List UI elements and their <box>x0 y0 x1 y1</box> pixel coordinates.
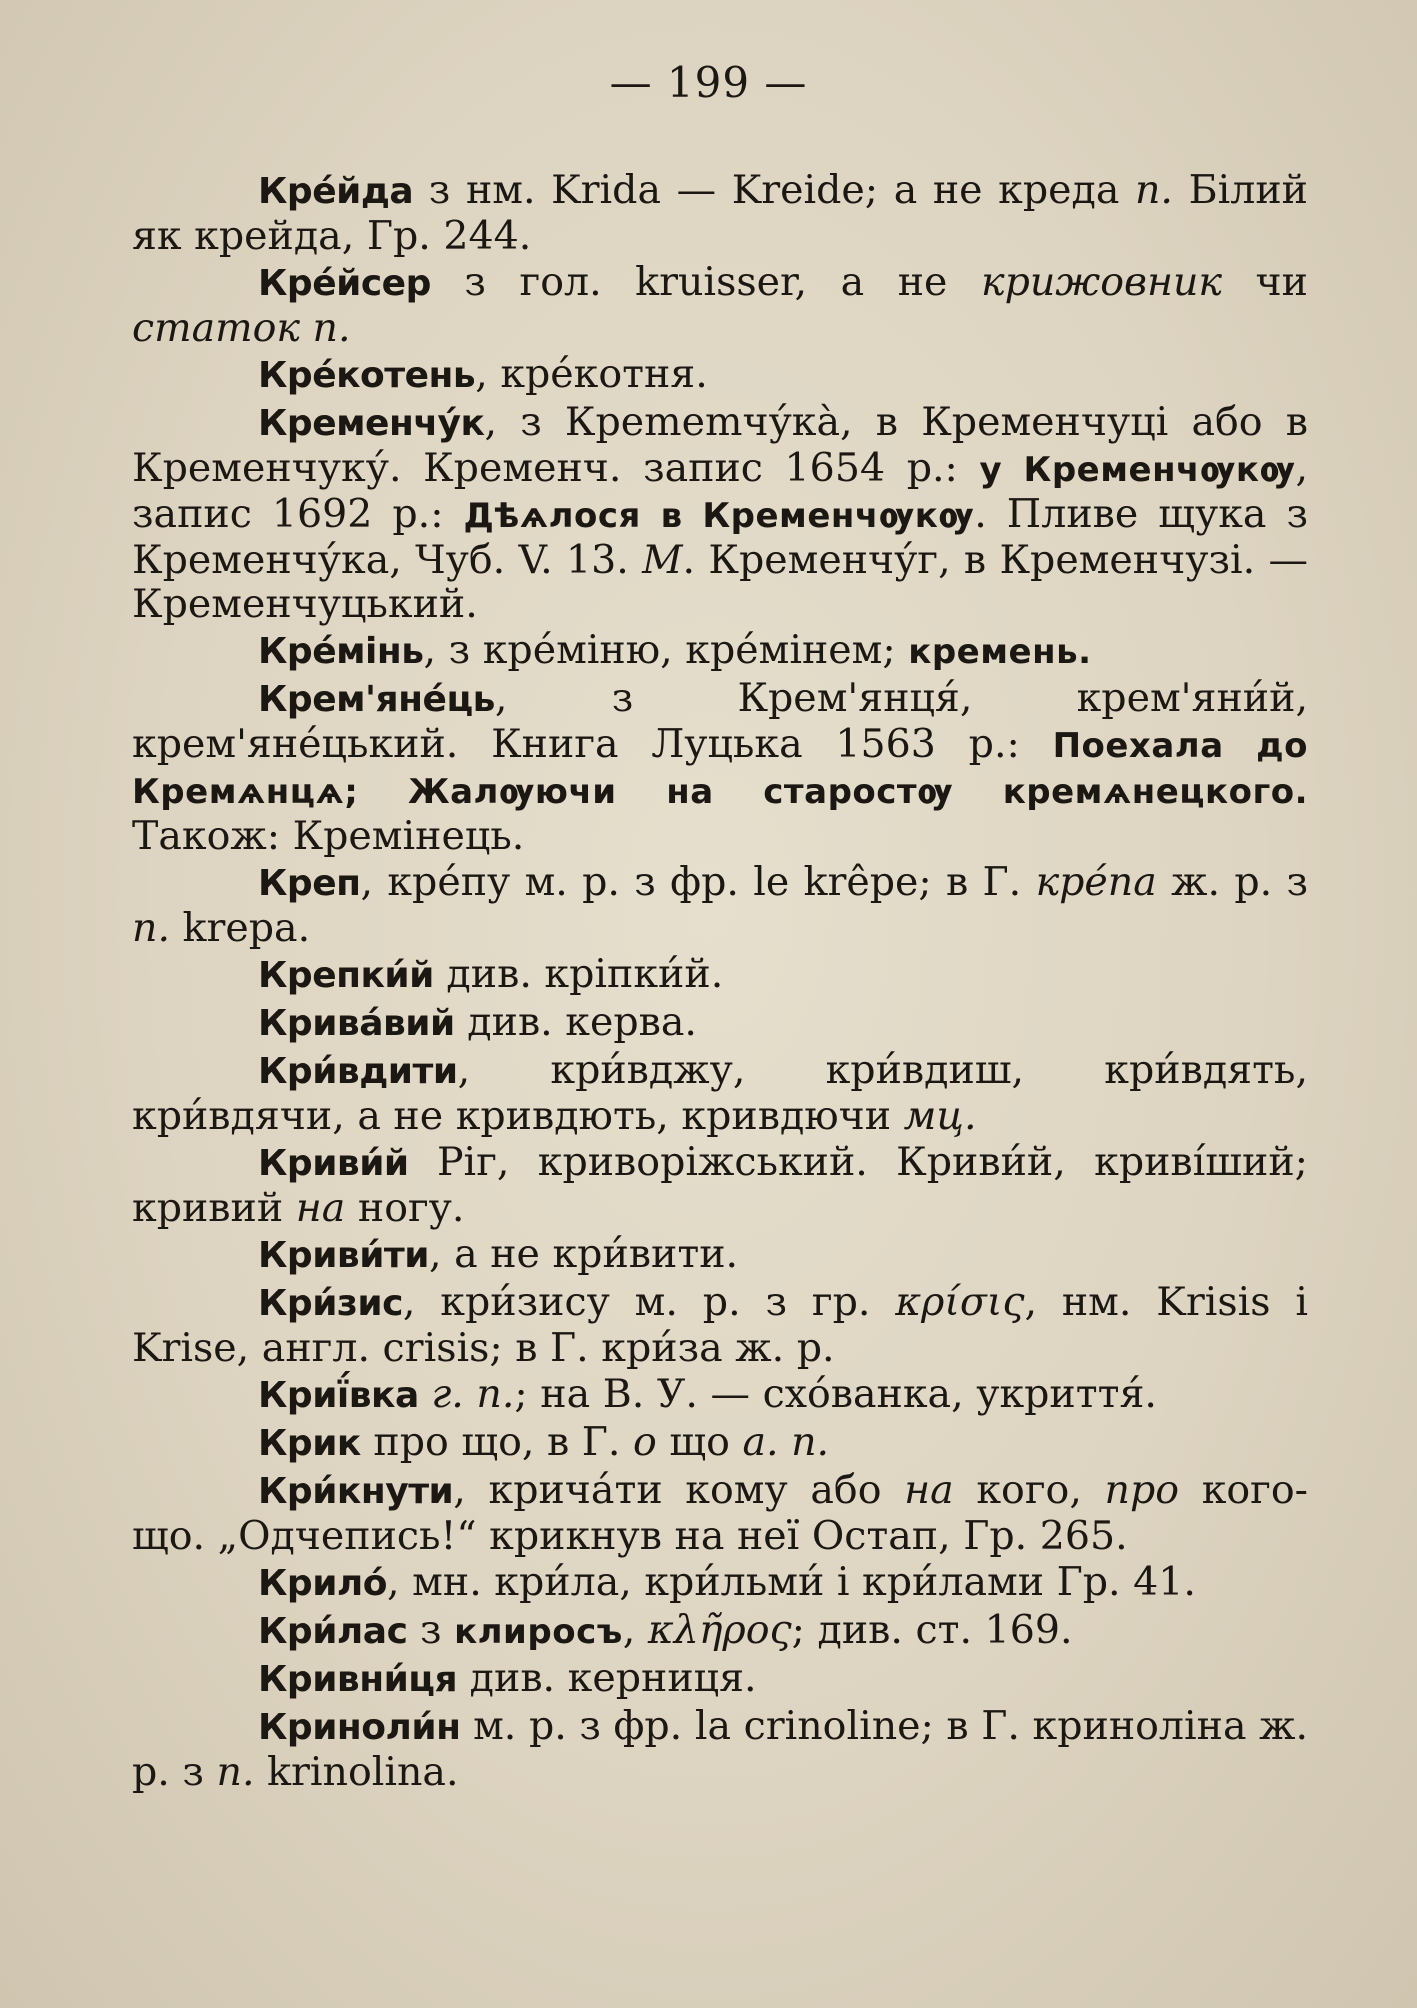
entry-list <box>132 168 1308 1796</box>
dictionary-entry <box>132 1232 1308 1280</box>
entry-text: ногу. <box>345 1185 465 1231</box>
italic-text: κρίσις <box>895 1279 1025 1325</box>
italic-text: а. п. <box>742 1419 830 1465</box>
entry-text: , нм. Krisis і Krise, англ. crisis; в Г. кри́за ж. р. <box>132 1279 1308 1371</box>
italic-text: статок п. <box>132 305 351 351</box>
italic-text: п. <box>1134 167 1173 213</box>
entry-headword: Криви́й <box>258 1143 409 1184</box>
entry-text: кого-що. „Одчепись!“ крикнув на неї Остап, Гр. 265. <box>132 1467 1308 1559</box>
dictionary-entry <box>132 1608 1308 1656</box>
italic-text: п. <box>132 905 170 951</box>
entry-text: Також: Кремінець. <box>132 813 525 859</box>
entry-text: . Пливе щука з Кременчу́ка, Чуб. V. 13. <box>132 491 1308 583</box>
entry-text: див. керниця. <box>457 1655 757 1701</box>
entry-text: krinolina. <box>254 1749 459 1795</box>
dictionary-entry <box>132 1048 1308 1140</box>
dictionary-entry <box>132 1420 1308 1468</box>
entry-headword: Кривни́ця <box>258 1659 458 1700</box>
italic-text: мц. <box>903 1093 977 1139</box>
old-script-text: Поехала до Кремѧнцѧ; Жалѹючи на старостѹ кремѧнецкого. <box>132 726 1308 812</box>
entry-text: що <box>656 1419 743 1465</box>
entry-text: , <box>622 1607 648 1653</box>
dictionary-entry <box>132 1140 1308 1232</box>
dictionary-entry <box>132 860 1308 952</box>
page-number: — 199 — <box>609 58 808 107</box>
dictionary-entry <box>132 1656 1308 1704</box>
entry-headword: Креп <box>258 863 361 904</box>
entry-text: , кри́вджу, кри́вдиш, кри́вдять, кри́вдячи, а не кривдють, кривдючи <box>132 1047 1308 1139</box>
old-script-text: кремень. <box>908 632 1092 672</box>
entry-text: див. керва. <box>454 999 697 1045</box>
entry-text: , кре́котня. <box>475 351 708 397</box>
entry-text: з гол. kruisser, а не <box>430 259 981 305</box>
dictionary-entry <box>132 1000 1308 1048</box>
entry-headword: Кре́йда <box>258 171 414 212</box>
old-script-text: клиросъ <box>454 1612 623 1652</box>
entry-headword: Крепки́й <box>258 955 434 996</box>
entry-text: кого, <box>953 1467 1105 1513</box>
entry-text: . Кременчу́г, в Кременчузі. — Кременчуцький. <box>132 537 1308 627</box>
entry-text: Ріг, криворіжський. Криви́й, криві́ший; кривий <box>132 1139 1308 1231</box>
entry-headword: Крем'яне́ць <box>258 679 495 720</box>
entry-text: з <box>407 1607 455 1653</box>
entry-text: ж. р. з <box>1156 859 1309 905</box>
italic-text: на <box>295 1185 346 1231</box>
entry-headword: Криноли́н <box>258 1707 461 1748</box>
entry-text: чи <box>1222 259 1309 305</box>
entry-text: , кри́зису м. р. з гр. <box>402 1279 896 1325</box>
entry-text: , запис 1692 р.: <box>132 445 1308 537</box>
italic-text: про <box>1104 1467 1180 1513</box>
entry-text <box>419 1371 432 1417</box>
dictionary-entry <box>132 1280 1308 1372</box>
italic-text: п. <box>216 1749 255 1795</box>
entry-text: krepa. <box>170 905 311 951</box>
entry-text: , з Крем'янця́, крем'яни́й, крем'яне́цький. Книга Луцька 1563 р.: <box>132 675 1308 767</box>
entry-text: Білий як крейда, Гр. 244. <box>132 167 1308 259</box>
old-script-text: Дѣѧлося в Кременчѹкѹ <box>463 496 975 536</box>
entry-headword: Кре́мінь <box>258 631 424 672</box>
dictionary-entry <box>132 1704 1308 1796</box>
dictionary-entry <box>132 400 1308 628</box>
entry-headword: Кре́котень <box>258 355 476 396</box>
entry-text: з нм. Krida — Kreide; а не креда <box>413 167 1135 213</box>
entry-headword: Крило́ <box>258 1563 388 1604</box>
italic-text: на <box>904 1467 954 1513</box>
entry-headword: Крик <box>258 1423 361 1464</box>
entry-headword: Кременчу́к <box>258 403 485 444</box>
entry-headword: Кри́лас <box>258 1611 408 1652</box>
entry-headword: Крива́вий <box>258 1003 455 1044</box>
entry-headword: Криви́ти <box>258 1235 430 1276</box>
entry-headword: Криї́вка <box>258 1375 419 1416</box>
old-script-text: у Кременчѹкѹ <box>979 450 1296 490</box>
entry-headword: Кри́кнути <box>258 1471 454 1512</box>
entry-text: , крича́ти кому або <box>453 1467 905 1513</box>
dictionary-entry <box>132 676 1308 860</box>
entry-text: ; на В. У. — схо́ванка, укриття́. <box>514 1371 1157 1417</box>
entry-text: див. кріпки́й. <box>433 951 724 997</box>
italic-text: о <box>633 1419 657 1465</box>
italic-text: κλῆρος <box>647 1607 792 1653</box>
dictionary-entry <box>132 168 1308 260</box>
entry-headword: Кри́вдити <box>258 1051 458 1092</box>
italic-text: крижовник <box>980 259 1223 305</box>
entry-text: про що, в Г. <box>360 1419 634 1465</box>
entry-text: м. р. з фр. la crinoline; в Г. криноліна ж. р. з <box>132 1703 1308 1795</box>
dictionary-entry <box>132 352 1308 400</box>
entry-text: , з кре́міню, кре́мінем; <box>423 627 909 673</box>
entry-headword: Кре́йсер <box>258 263 431 304</box>
entry-text: , кре́пу м. р. з фр. le krêpe; в Г. <box>360 859 1036 905</box>
dictionary-entry <box>132 1468 1308 1560</box>
entry-headword: Кри́зис <box>258 1283 403 1324</box>
dictionary-entry <box>132 260 1308 352</box>
entry-text: , мн. кри́ла, кри́льми́ і кри́лами Гр. 41. <box>387 1559 1196 1605</box>
dictionary-entry <box>132 952 1308 1000</box>
entry-text: , з Крememчу́ка̀, в Кременчуці або в Кременчуку́. Кременч. запис 1654 р.: <box>132 399 1308 491</box>
dictionary-entry <box>132 1372 1308 1420</box>
dictionary-entry <box>132 1560 1308 1608</box>
entry-text: , а не кри́вити. <box>429 1231 739 1277</box>
italic-text: г. п. <box>431 1371 515 1417</box>
entry-text: ; див. ст. 169. <box>791 1607 1073 1653</box>
italic-text: кре́па <box>1035 859 1157 905</box>
dictionary-entry <box>132 628 1308 676</box>
italic-text: М <box>642 537 683 583</box>
